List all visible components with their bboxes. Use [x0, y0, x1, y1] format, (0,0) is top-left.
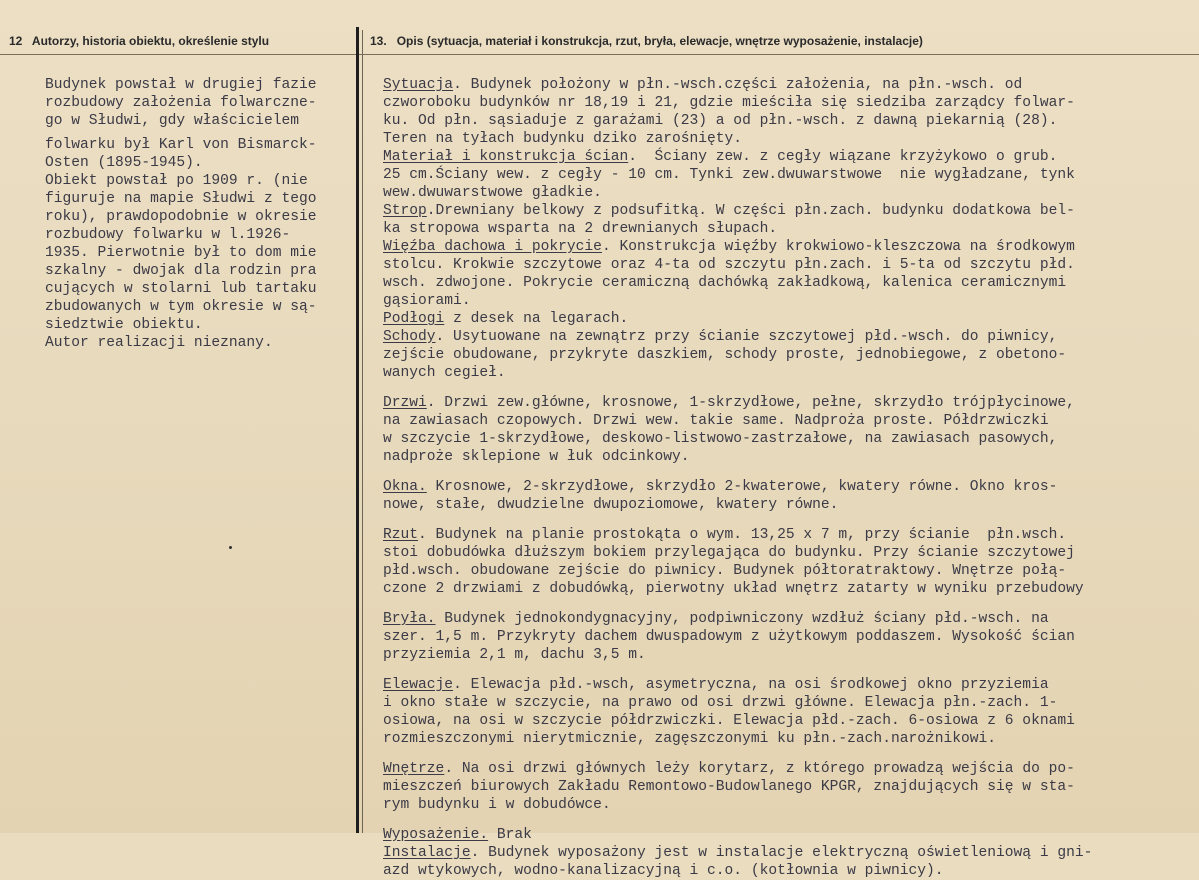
section-text: osiowa, na osi w szczycie półdrzwiczki. Elewacja płd.-zach. 6-osiowa z 6 oknami	[383, 713, 1075, 729]
section-text: wanych cegieł.	[383, 365, 506, 381]
section-text: ka stropowa wsparta na 2 drewnianych słupach.	[383, 221, 778, 237]
section-text: w szczycie 1-skrzydłowe, deskowo-listwowo-zastrzałowe, na zawiasach pasowych,	[383, 431, 1058, 447]
section-text: . Budynek wyposażony jest w instalacje elektryczną oświetleniową i gni-	[470, 845, 1093, 861]
section-elewacje	[383, 676, 1195, 748]
history-line: roku), prawdopodobnie w okresie	[45, 209, 317, 225]
right-header-title: Opis (sytuacja, materiał i konstrukcja, rzut, bryła, elewacje, wnętrze wyposażenie, instalacje)	[396, 34, 923, 48]
section-text: . Usytuowane na zewnątrz przy ścianie szczytowej płd.-wsch. do piwnicy,	[435, 329, 1058, 345]
section-text: rozmieszczonymi nierytmicznie, zagęszczonymi ku płn.-zach.narożnikowi.	[383, 731, 997, 747]
left-header	[9, 34, 269, 48]
history-line: Obiekt powstał po 1909 r. (nie	[45, 173, 308, 189]
right-header-number: 13.	[370, 34, 387, 48]
section-strop	[383, 202, 1195, 238]
section-heading: Więźba dachowa i pokrycie	[383, 239, 602, 255]
section-text: azd wtykowych, wodno-kanalizacyjną i c.o. (kotłownia w piwnicy).	[383, 863, 944, 879]
section-text: i okno stałe w szczycie, na prawo od osi drzwi główne. Elewacja płn.-zach. 1-	[383, 695, 1058, 711]
section-drzwi	[383, 394, 1195, 466]
section-heading: Instalacje	[383, 845, 471, 861]
section-text: nadproże sklepione w łuk odcinkowy.	[383, 449, 690, 465]
section-heading: Bryła.	[383, 611, 436, 627]
section-heading: Elewacje	[383, 677, 454, 693]
section-heading: Materiał i konstrukcja ścian	[383, 149, 629, 165]
section-text: ku. Od płn. sąsiaduje z garażami (23) a od płn.-wsch. z dawną piekarnią (28).	[383, 113, 1058, 129]
history-line: rozbudowy założenia folwarczne-	[45, 95, 317, 111]
section-podlogi	[383, 310, 1195, 328]
section-text: . Budynek położony w płn.-wsch.części założenia, na płn.-wsch. od	[453, 77, 1023, 93]
section-text: 25 cm.Ściany wew. z cegły - 10 cm. Tynki zew.dwuwarstwowe nie wygładzane, tynk	[383, 167, 1075, 183]
section-text: szer. 1,5 m. Przykryty dachem dwuspadowym z użytkowym poddaszem. Wysokość ścian	[383, 629, 1075, 645]
history-line: go w Słudwi, gdy właścicielem	[45, 113, 299, 129]
history-line: siedztwie obiektu.	[45, 317, 203, 333]
section-heading: Rzut	[383, 527, 419, 543]
section-text: . Na osi drzwi głównych leży korytarz, z którego prowadzą wejścia do po-	[444, 761, 1075, 777]
section-text: Teren na tyłach budynku dziko zarośnięty.	[383, 131, 743, 147]
header-rule	[0, 54, 1199, 55]
section-text: . Ściany zew. z cegły wiązane krzyżykowo o grub.	[628, 149, 1058, 165]
history-line: folwarku był Karl von Bismarck-	[45, 137, 317, 153]
section-text: Brak	[488, 827, 532, 843]
section-text: rym budynku i w dobudówce.	[383, 797, 611, 813]
section-text: . Elewacja płd.-wsch, asymetryczna, na osi środkowej okno przyziemia	[453, 677, 1049, 693]
column-divider-thick	[356, 27, 359, 833]
ink-speck	[229, 546, 232, 549]
column-divider-thin	[362, 30, 363, 833]
history-line: Autor realizacji nieznany.	[45, 335, 273, 351]
section-heading: Wnętrze	[383, 761, 445, 777]
section-heading: Schody	[383, 329, 436, 345]
section-bryla	[383, 610, 1195, 664]
section-text: .Drewniany belkowy z podsufitką. W części płn.zach. budynku dodatkowa bel-	[426, 203, 1075, 219]
history-line: zbudowanych w tym okresie w są-	[45, 299, 317, 315]
section-text: z desek na legarach.	[444, 311, 629, 327]
section-heading: Strop	[383, 203, 427, 219]
section-wnetrze	[383, 760, 1195, 814]
left-header-number: 12	[9, 34, 23, 48]
section-heading: Wyposażenie.	[383, 827, 489, 843]
section-text: czone 2 drzwiami z dobudówką, pierwotny układ wnętrz zatarty w wyniku przebudowy	[383, 581, 1084, 597]
history-line: szkalny - dwojak dla rodzin pra	[45, 263, 317, 279]
section-rzut	[383, 526, 1195, 598]
history-line: Osten (1895-1945).	[45, 155, 203, 171]
history-line: Budynek powstał w drugiej fazie	[45, 77, 317, 93]
section-heading: Okna.	[383, 479, 427, 495]
section-text: stoi dobudówka dłuższym bokiem przylegająca do budynku. Przy ścianie szczytowej	[383, 545, 1075, 561]
section-heading: Drzwi	[383, 395, 427, 411]
section-material	[383, 148, 1195, 202]
section-text: . Konstrukcja więźby krokwiowo-kleszczowa na środkowym	[601, 239, 1075, 255]
section-wyposazenie	[383, 826, 1195, 844]
left-header-title: Autorzy, historia obiektu, określenie stylu	[31, 34, 270, 48]
section-text: Budynek jednokondygnacyjny, podpiwniczony wzdłuż ściany płd.-wsch. na	[435, 611, 1049, 627]
section-instalacje	[383, 844, 1195, 880]
section-text: gąsiorami.	[383, 293, 471, 309]
history-line: 1935. Pierwotnie był to dom mie	[45, 245, 317, 261]
history-line: cujących w stolarni lub tartaku	[45, 281, 317, 297]
section-text: . Budynek na planie prostokąta o wym. 13,25 x 7 m, przy ścianie płn.wsch.	[418, 527, 1067, 543]
section-text: płd.wsch. obudowane zejście do piwnicy. Budynek półtoratraktowy. Wnętrze połą-	[383, 563, 1067, 579]
section-heading: Sytuacja	[383, 77, 454, 93]
section-text: wew.dwuwarstwowe gładkie.	[383, 185, 602, 201]
section-wiezba	[383, 238, 1195, 310]
section-text: mieszczeń biurowych Zakładu Remontowo-Budowlanego KPGR, znajdujących się w sta-	[383, 779, 1075, 795]
section-text: stolcu. Krokwie szczytowe oraz 4-ta od szczytu płn.zach. i 5-ta od szczytu płd.	[383, 257, 1075, 273]
section-text: przyziemia 2,1 m, dachu 3,5 m.	[383, 647, 646, 663]
section-text: na zawiasach czopowych. Drzwi wew. takie same. Nadproża proste. Półdrzwiczki	[383, 413, 1049, 429]
right-header	[370, 34, 923, 48]
section-sytuacja	[383, 76, 1195, 148]
section-okna	[383, 478, 1195, 514]
description-column	[383, 76, 1195, 880]
history-line: figuruje na mapie Słudwi z tego	[45, 191, 317, 207]
section-text: nowe, stałe, dwudzielne dwupoziomowe, kwatery równe.	[383, 497, 839, 513]
section-text: czworoboku budynków nr 18,19 i 21, gdzie mieściła się siedziba zarządcy folwar-	[383, 95, 1075, 111]
history-line: rozbudowy folwarku w l.1926-	[45, 227, 291, 243]
section-text: zejście obudowane, przykryte daszkiem, schody proste, jednobiegowe, z obetono-	[383, 347, 1067, 363]
history-column	[45, 76, 350, 352]
section-text: Krosnowe, 2-skrzydłowe, skrzydło 2-kwaterowe, kwatery równe. Okno kros-	[426, 479, 1058, 495]
section-text: . Drzwi zew.główne, krosnowe, 1-skrzydłowe, pełne, skrzydło trójpłycinowe,	[426, 395, 1075, 411]
section-heading: Podłogi	[383, 311, 445, 327]
section-schody	[383, 328, 1195, 382]
section-text: wsch. zdwojone. Pokrycie ceramiczną dachówką zakładkową, kalenica ceramicznymi	[383, 275, 1067, 291]
